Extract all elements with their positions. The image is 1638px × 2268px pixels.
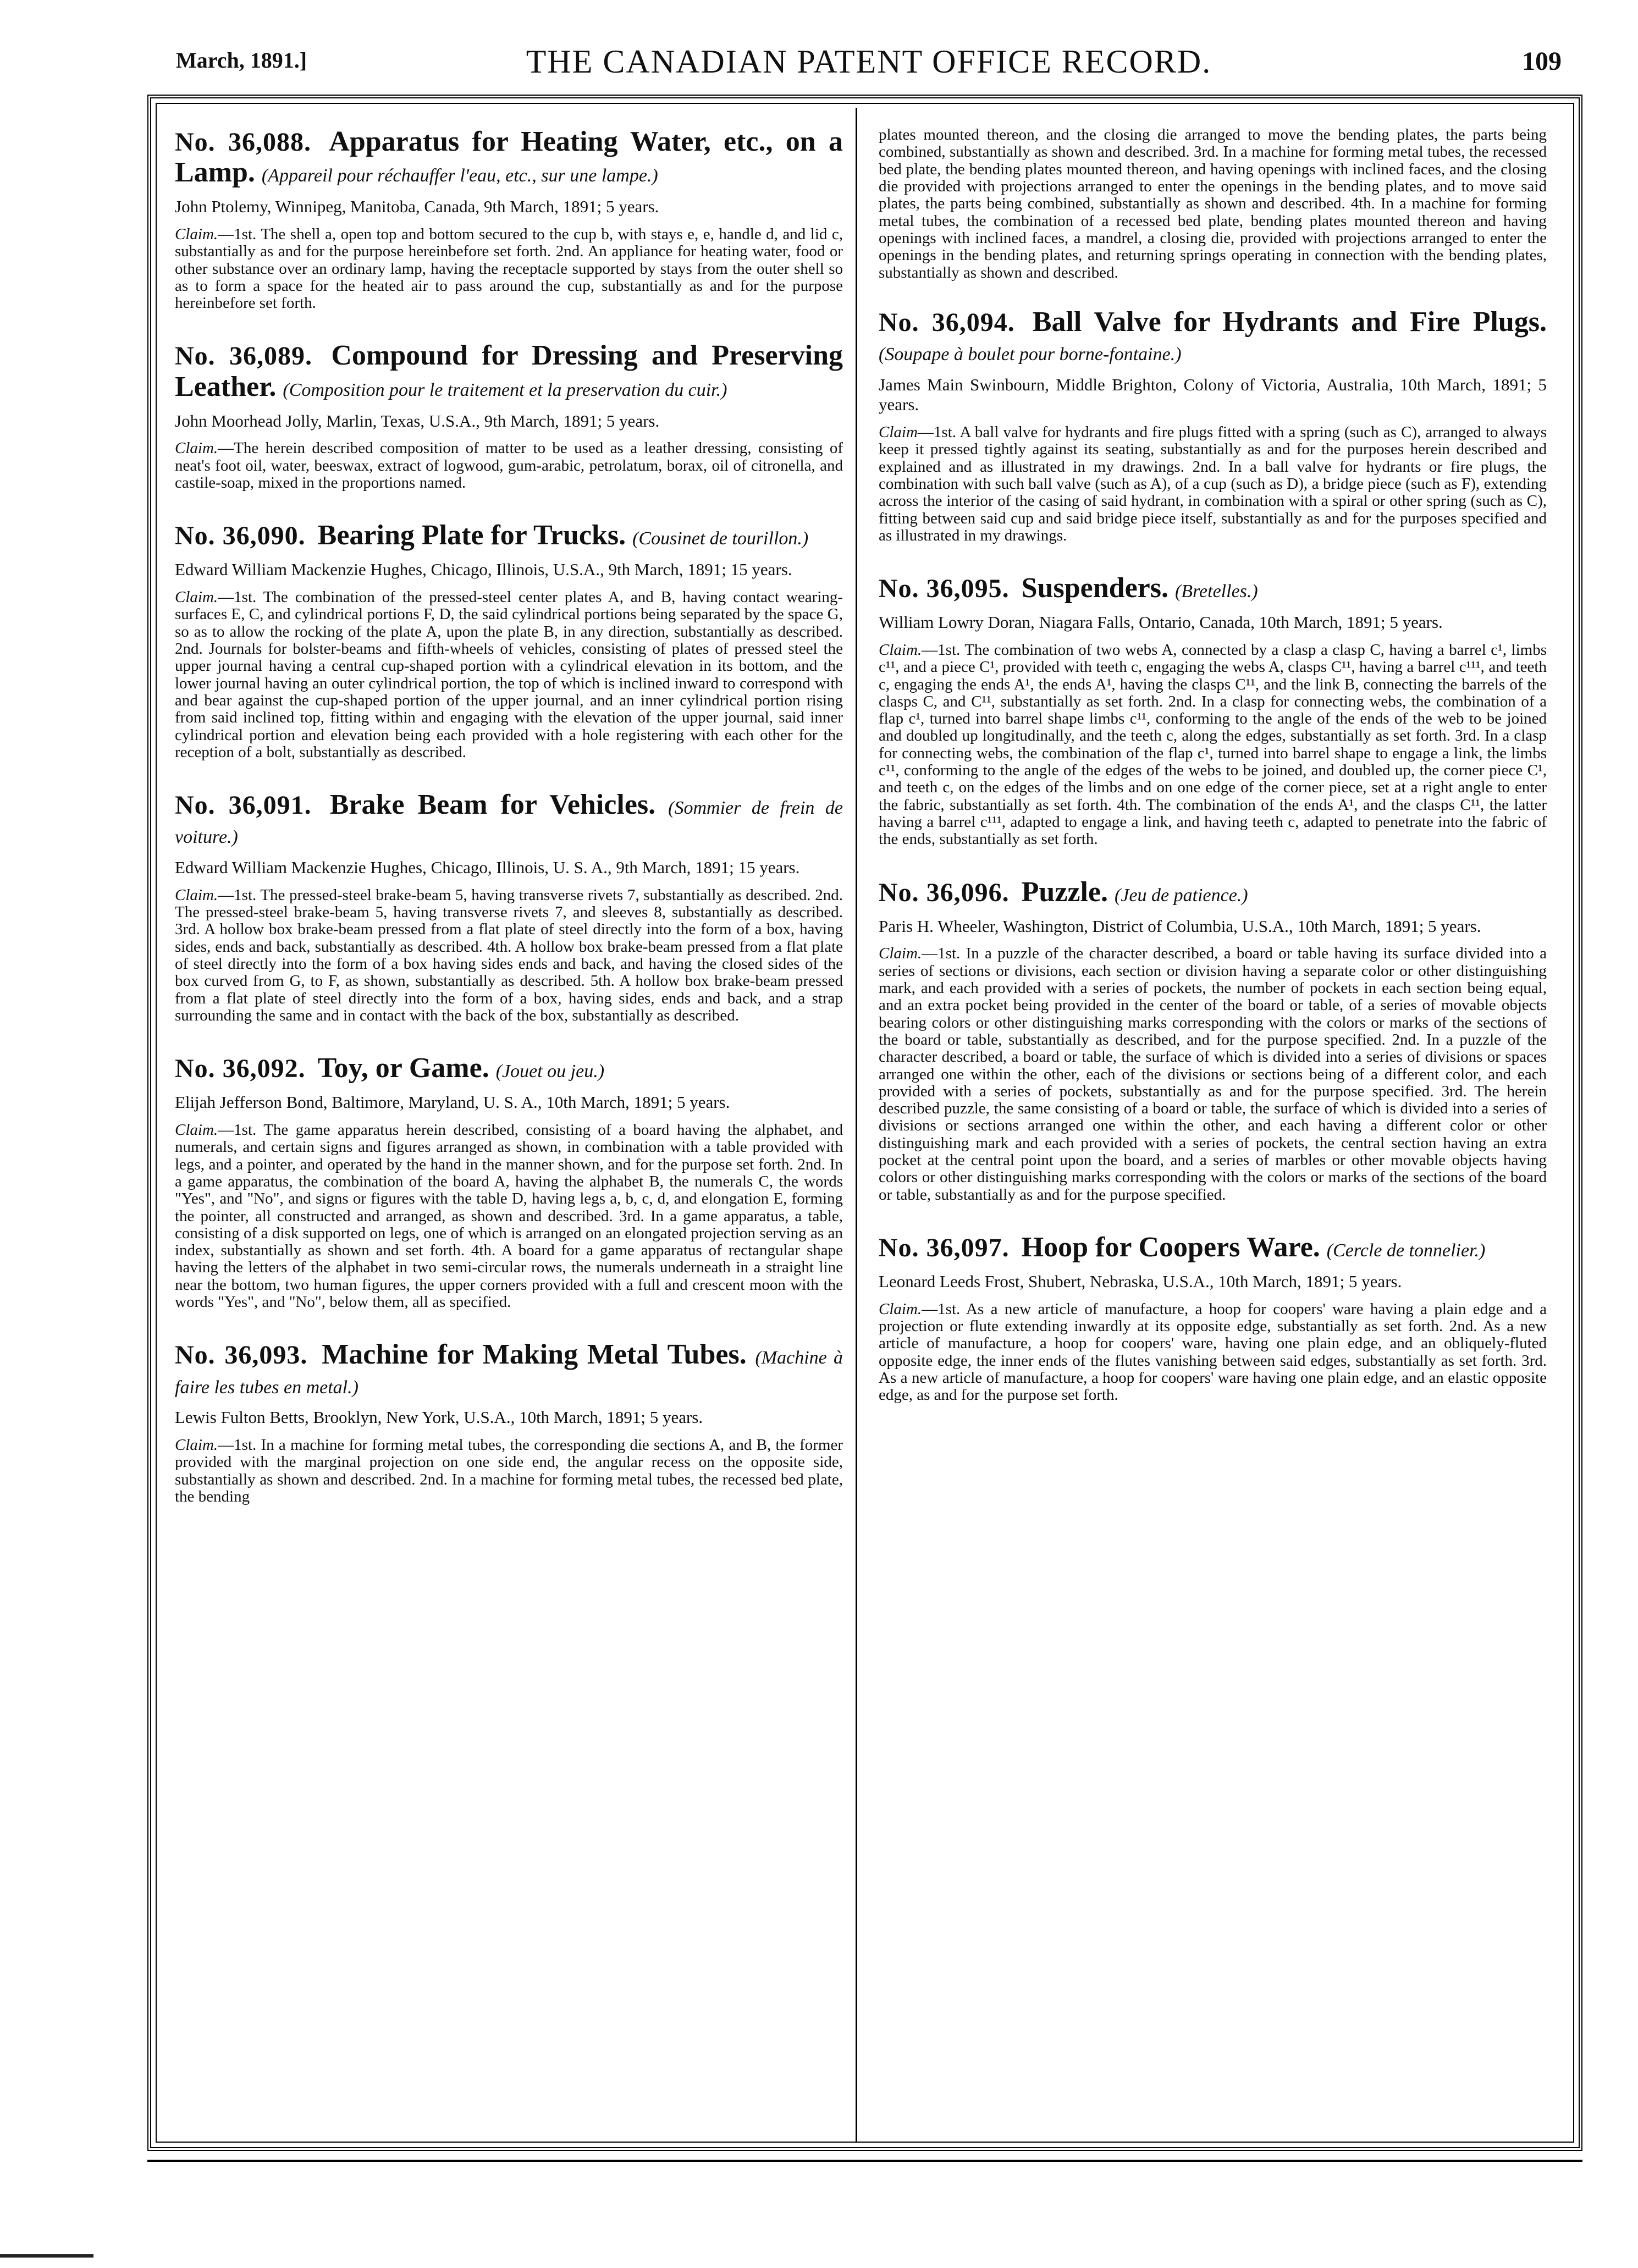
patent-title: Machine for Making Metal Tubes.	[322, 1339, 747, 1371]
patent-title: Ball Valve for Hydrants and Fire Plugs.	[1032, 306, 1547, 338]
patent-number: No. 36,093.	[175, 1340, 308, 1370]
applicant: John Ptolemy, Winnipeg, Manitoba, Canada, 9th March, 1891; 5 years.	[175, 197, 659, 217]
patent-french-title: (Jouet ou jeu.)	[495, 1061, 605, 1082]
patent-title: Hoop for Coopers Ware.	[1021, 1232, 1320, 1263]
patent-number: No. 36,089.	[175, 341, 313, 371]
patent-title: Puzzle.	[1021, 876, 1108, 908]
patent-title: Compound for Dressing and Preserving Leather.	[175, 340, 843, 402]
page-header	[176, 43, 1562, 81]
patent-french-title: (Soupape à boulet pour borne-fontaine.)	[879, 344, 1182, 365]
claim-label: Claim.	[879, 1300, 922, 1318]
patent-entry-36097	[879, 1232, 1547, 1404]
right-column	[879, 126, 1547, 2139]
patent-french-title: (Bretelles.)	[1174, 581, 1258, 602]
entry-heading	[175, 1339, 843, 1399]
entry-heading	[175, 1053, 843, 1084]
claim-body: —1st. In a puzzle of the character described, a board or table having its surface divided into a series of sections or divisions, each section or division having a separate color or other distinguishing mark, and each provided with a series of pockets, the number of pockets in each section being equal, and an extra pocket being provided in the center of the board or table, of a series of movable objects bearing colors or other distinguishing marks corresponding with the colors or marks of the sections of the board or table, substantially as described, and for the purpose specified. 2nd. In a puzzle of the character described, a board or table, the surface of which is divided into a series of divisions or spaces arranged one within the other, each of the divisions or sections being of a different color, and each provided with a series of pockets, substantially as and for the purpose specified. 3rd. The herein described puzzle, the same consisting of a board or table, the surface of which is divided into a series of divisions or sections arranged one within the other, and each having a different color or other distinguishing mark and each provided with a series of pockets, the central section having an extra pocket at the central point upon the board, and a series of marbles or other movable objects having colors or other distinguishing marks corresponding with the colors or marks of the sections of the board or table, substantially as and for the purpose specified.	[879, 945, 1547, 1204]
patent-entry-36093	[175, 1339, 843, 1505]
patent-number: No. 36,090.	[175, 521, 306, 551]
patent-entry-36096	[879, 877, 1547, 1204]
entry-heading	[175, 340, 843, 402]
applicant: James Main Swinbourn, Middle Brighton, Colony of Victoria, Australia, 10th March, 1891; 5 years.	[879, 374, 1547, 415]
patent-entry-36091	[175, 790, 843, 1024]
patent-number: No. 36,097.	[879, 1233, 1010, 1263]
patent-number: No. 36,096.	[879, 878, 1010, 907]
entry-heading	[175, 790, 843, 849]
entry-heading	[175, 126, 843, 188]
claim-body: —The herein described composition of matter to be used as a leather dressing, consisting of neat's foot oil, water, beeswax, extract of logwood, gum-arabic, petrolatum, borax, oil of citronella, and castile-soap, mixed in the proportions named.	[175, 439, 843, 492]
applicant: Edward William Mackenzie Hughes, Chicago, Illinois, U.S.A., 9th March, 1891; 15 years.	[175, 560, 792, 580]
patent-number: No. 36,091.	[175, 791, 312, 820]
bottom-rule	[147, 2160, 1582, 2162]
continued-claim-text: plates mounted thereon, and the closing die arranged to move the bending plates, the parts being combined, substantially as shown and described. 3rd. In a machine for forming metal tubes, the recessed bed plate, the bending plates mounted thereon, and having openings with inclined faces, and the closing die provided with projections arranged to enter the openings in the bending plates, and to move said plates, the parts being combined, substantially as shown and described. 4th. In a machine for forming metal tubes, the combination of a recessed bed plate, bending plates mounted thereon and having openings with inclined faces, a mandrel, a closing die, provided with projections arranged to enter the openings in the bending plates, and returning springs operating in connection with the bending plates, substantially as shown and described.	[879, 126, 1547, 282]
claim-text	[175, 887, 843, 1025]
claim-body: —1st. The combination of two webs A, connected by a clasp a clasp C, having a barrel c¹, limbs c¹¹, and a piece C¹, provided with teeth c, engaging the webs A, clasps C¹¹, having a barrel c¹¹¹, and teeth c, engaging the ends A¹, the ends A¹, having the clasps C¹¹, and the link B, connecting the barrels of the clasps C, and C¹¹, substantially as set forth. 2nd. In a clasp for connecting webs, the combination of a flap c¹, turned into barrel shape limbs c¹¹, conforming to the angle of the ends of the web to be joined and doubled up longitudinally, and the teeth c, along the edges, substantially as set forth. 3rd. In a clasp for connecting webs, the combination of the flap c¹, turned into barrel shape to engage a link, the limbs c¹¹, conforming to the angle of the edges of the webs to be joined, and doubled up, the corner piece C¹, and teeth c, on the edges of the limbs and on one edge of the corner piece, set at a right angle to enter the fabric, substantially as set forth. 4th. The combination of the ends A¹, and the clasps C¹¹, the latter having a barrel c¹¹¹, adapted to engage a link, and having teeth c, adapted to penetrate into the fabric of the ends, substantially as set forth.	[879, 641, 1547, 848]
applicant: Paris H. Wheeler, Washington, District of Columbia, U.S.A., 10th March, 1891; 5 years.	[879, 916, 1481, 936]
patent-entry-36088	[175, 126, 843, 312]
claim-label: Claim.	[175, 588, 218, 606]
claim-text	[879, 945, 1547, 1204]
claim-label: Claim.	[175, 225, 218, 243]
claim-text	[175, 1122, 843, 1311]
entry-heading	[175, 520, 843, 551]
patent-entry-36095	[879, 573, 1547, 848]
patent-french-title: (Machine à faire les tubes en metal.)	[175, 1348, 843, 1398]
claim-label: Claim	[879, 423, 918, 441]
entry-heading	[879, 573, 1547, 604]
claim-label: Claim.	[175, 1121, 218, 1139]
patent-number: No. 36,094.	[879, 307, 1015, 337]
applicant: Edward William Mackenzie Hughes, Chicago, Illinois, U. S. A., 9th March, 1891; 15 years.	[175, 858, 800, 878]
column-divider	[856, 108, 857, 2142]
patent-title: Bearing Plate for Trucks.	[317, 520, 626, 551]
patent-french-title: (Jeu de patience.)	[1115, 885, 1248, 906]
claim-text	[175, 1437, 843, 1505]
patent-number: No. 36,088.	[175, 128, 311, 157]
claim-text	[175, 589, 843, 761]
applicant: Elijah Jefferson Bond, Baltimore, Maryland, U. S. A., 10th March, 1891; 5 years.	[175, 1092, 730, 1112]
left-column	[175, 126, 843, 2139]
patent-entry-36092	[175, 1053, 843, 1311]
claim-body: —1st. The game apparatus herein described, consisting of a board having the alphabet, and numerals, and certain signs and figures arranged as shown, in combination with a table provided with legs, and a pointer, and operated by the hand in the manner shown, and for the purpose set forth. 2nd. In a game apparatus, the combination of the board A, having the alphabet B, the numerals C, the words "Yes", and "No", and signs or figures with the table D, having legs a, b, c, d, and elongation E, forming the pointer, all constructed and arranged, as shown and described. 3rd. In a game apparatus, a table, consisting of a disk supported on legs, one of which is arranged on an elongated projection serving as an index, substantially as shown and set forth. 4th. A board for a game apparatus of rectangular shape having the letters of the alphabet in two semi-circular rows, the numerals underneath in a straight line near the bottom, two human figures, the upper corners provided with a full and crescent moon with the words "Yes", and "No", below them, all as specified.	[175, 1121, 843, 1311]
header-title: THE CANADIAN PATENT OFFICE RECORD.	[526, 43, 1212, 80]
claim-label: Claim.	[175, 886, 218, 904]
claim-body: —1st. A ball valve for hydrants and fire plugs fitted with a spring (such as C), arranged to always keep it pressed tightly against its seating, substantially as and for the purposes herein described and explained and as illustrated in my drawings. 2nd. In a ball valve for hydrants or fire plugs, the combination with such ball valve (such as A), of a cup (such as D), a bridge piece (such as F), extending across the interior of the casing of said hydrant, in combination with a spiral or other spring (such as C), fitting between said cup and said bridge piece itself, substantially as and for the purposes specified and as illustrated in my drawings.	[879, 423, 1547, 544]
patent-entry-36094	[879, 307, 1547, 544]
claim-body: —1st. The pressed-steel brake-beam 5, having transverse rivets 7, substantially as described. 2nd. The pressed-steel brake-beam 5, having transverse rivets 7, and sleeves 8, substantially as described. 3rd. A hollow box brake-beam pressed from a flat plate of steel directly into the form of a box, having sides, ends and back, substantially as described. 4th. A hollow box brake-beam pressed from a flat plate of steel directly into the form of a box having sides ends and back, and having the closed sides of the box curved from G, to F, as shown, substantially as described. 5th. A hollow box brake-beam pressed from a flat plate of steel directly into the form of a box, having sides, ends and back, and a strap surrounding the same and in contact with the back of the box, substantially as described.	[175, 886, 843, 1024]
patent-french-title: (Composition pour le traitement et la preservation du cuir.)	[283, 379, 727, 400]
claim-label: Claim.	[175, 1436, 218, 1454]
claim-text	[879, 424, 1547, 544]
patent-number: No. 36,092.	[175, 1054, 306, 1084]
applicant: John Moorhead Jolly, Marlin, Texas, U.S.A., 9th March, 1891; 5 years.	[175, 411, 660, 431]
claim-body: —1st. The shell a, open top and bottom secured to the cup b, with stays e, e, handle d, and lid c, substantially as and for the purpose hereinbefore set forth. 2nd. An appliance for heating water, food or other substance over an ordinary lamp, having the receptacle supported by stays from the outer shell so as to form a space for the heated air to pass around the cup, substantially as and for the purpose hereinbefore set forth.	[175, 225, 843, 312]
claim-label: Claim.	[879, 945, 922, 963]
patent-number: No. 36,095.	[879, 574, 1010, 604]
patent-entry-36089	[175, 340, 843, 492]
claim-text	[175, 440, 843, 492]
entry-heading	[879, 307, 1547, 366]
claim-text	[879, 1301, 1547, 1404]
claim-body: —1st. The combination of the pressed-steel center plates A, and B, having contact wearing-surfaces E, C, and cylindrical portions F, D, the said cylindrical portions being separated by the space G, so as to allow the rocking of the plate A, upon the plate B, in any direction, substantially as described. 2nd. Journals for bolster-beams and fifth-wheels of vehicles, consisting of plates of pressed steel the upper journal having a central cup-shaped portion with a cylindrical elevation in its bottom, and the lower journal having an outer cylindrical portion, the top of which is inclined inward to correspond with and bear against the cup-shaped portion of the upper journal, and an inner cylindrical portion rising from said inclined top, fitting within and engaging with the elevation of the upper journal, said inner cylindrical portion and elevation being each provided with a hole registering with each other for the reception of a bolt, substantially as described.	[175, 588, 843, 761]
page-edge-mark	[0, 2254, 93, 2258]
applicant: William Lowry Doran, Niagara Falls, Ontario, Canada, 10th March, 1891; 5 years.	[879, 612, 1443, 632]
patent-french-title: (Sommier de frein de voiture.)	[175, 798, 843, 848]
patent-title: Brake Beam for Vehicles.	[329, 789, 656, 821]
claim-label: Claim.	[879, 641, 922, 659]
entry-heading	[879, 877, 1547, 908]
patent-title: Toy, or Game.	[317, 1052, 489, 1084]
applicant: Leonard Leeds Frost, Shubert, Nebraska, U.S.A., 10th March, 1891; 5 years.	[879, 1272, 1402, 1292]
claim-body: —1st. As a new article of manufacture, a hoop for coopers' ware having a plain edge and a projection or flute extending inwardly at its opposite edge, substantially as set forth. 2nd. As a new article of manufacture, a hoop for coopers' ware, having one plain edge, and an obliquely-fluted opposite edge, the inner ends of the flutes vanishing between said edges, substantially as set forth. 3rd. As a new article of manufacture, a hoop for coopers' ware having one plain edge, and an elastic opposite edge, as and for the purpose set forth.	[879, 1300, 1547, 1404]
claim-text	[175, 226, 843, 312]
patent-french-title: (Cousinet de tourillon.)	[632, 528, 809, 549]
claim-body: —1st. In a machine for forming metal tubes, the corresponding die sections A, and B, the former provided with the marginal projection on one side end, the angular recess on the opposite side, substantially as shown and described. 2nd. In a machine for forming metal tubes, the recessed bed plate, the bending	[175, 1436, 843, 1505]
applicant: Lewis Fulton Betts, Brooklyn, New York, U.S.A., 10th March, 1891; 5 years.	[175, 1408, 703, 1427]
patent-title: Suspenders.	[1021, 572, 1168, 604]
patent-french-title: (Cercle de tonnelier.)	[1326, 1240, 1486, 1261]
claim-label: Claim.	[175, 439, 218, 457]
claim-text	[879, 642, 1547, 848]
patent-entry-36090	[175, 520, 843, 761]
page-number: 109	[1522, 47, 1562, 76]
header-date: March, 1891.]	[176, 48, 307, 73]
patent-french-title: (Appareil pour réchauffer l'eau, etc., sur une lampe.)	[261, 165, 658, 186]
patent-title: Apparatus for Heating Water, etc., on a Lamp.	[175, 126, 843, 189]
entry-heading	[879, 1232, 1547, 1263]
